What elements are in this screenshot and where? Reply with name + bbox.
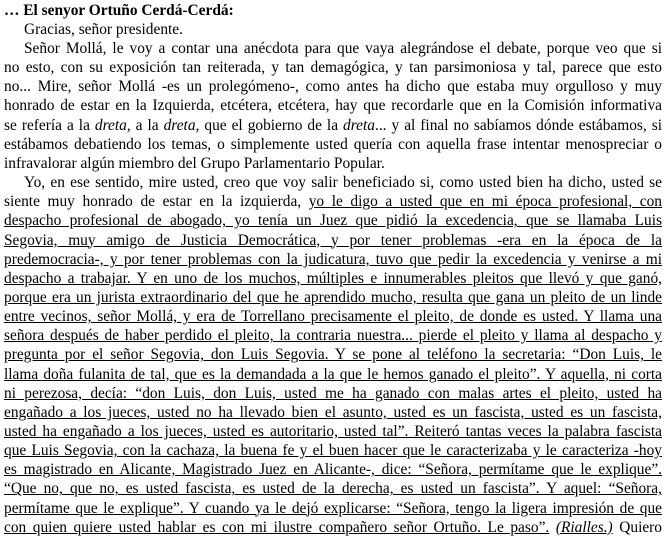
text-line — [4, 422, 662, 441]
text-line — [4, 58, 662, 77]
text-run: estábamos debatiendo los temas, o simplemente usted quería con aquella frase intentar menospreciar o — [4, 135, 662, 153]
text-run: pregunta por el señor Segovia, don Luis Segovia. Y se pone al teléfono la secretaria: “Don Luis, le — [4, 346, 662, 364]
text-line — [4, 365, 662, 384]
text-line — [4, 77, 662, 96]
text-run: Y en uno de los muchos, múltiples e innumerables pleitos que llevó y que ganó, — [130, 269, 662, 287]
text-run: no... Mire, señor Mollá -es un prolegómeno-, como antes ha dicho que estaba muy orgulloso y muy — [4, 78, 662, 96]
text-line — [4, 326, 662, 345]
text-run: “Que no, que no, es usted fascista, es usted de la derecha, es usted un fascista”. Y aquel: “Señora, — [4, 480, 662, 498]
text-run: honrado de estar en la Izquierda, etcétera, etcétera, hay que recordarle que en la Comisión informativa — [4, 97, 662, 115]
text-line — [4, 96, 662, 115]
text-run: porque era un jurista extraordinario del que he aprendido mucho, resulta que gana un pleito de un linde — [4, 288, 662, 306]
greeting-line: Gracias, señor presidente. — [24, 21, 183, 38]
text-line — [4, 192, 662, 211]
text-run: llama doña fulanita de tal, que es la demandada a la que le hemos ganado el pleito”. Y aquella, ni corta — [4, 365, 662, 383]
text-line — [4, 231, 662, 250]
text-run: no esto, con su exposición tan reiterada, y tan demagógica, y tan parsimoniosa y tal, parece que esto — [4, 59, 662, 77]
text-line — [4, 211, 662, 230]
text-run: permítame que le explique”. Y cuando ya le dejó explicarse: “Señora, tengo la ligera impresión de que — [4, 499, 662, 517]
text-run: con quien quiere usted hablar es con mi ilustre compañero señor Ortuño. Le paso”. — [4, 518, 550, 536]
text-run: ... y al final no sabíamos dónde estábamos, si — [374, 116, 663, 134]
text-line — [4, 288, 662, 307]
text-run: que Luis Segovia, con la cachaza, la buena fe y el buen hacer que le caracterizaba y le caracteriza -hoy — [4, 442, 662, 460]
text-run: engañado a los jueces, usted no ha llevado bien el asunto, usted es un fascista, usted es un fascista, — [4, 403, 662, 421]
text-run: infravalorar algún miembro del Grupo Parlamentario Popular. — [4, 154, 385, 172]
text-line — [4, 345, 662, 364]
text-line — [4, 403, 662, 422]
text-run: Señor Mollá, le voy a contar una anécdota para que vaya alegrándose el debate, porque veo que si — [24, 40, 662, 57]
text-run: despacho profesional de abogado, yo tenía un Juez que pidió la excedencia, que se llamaba Luis — [4, 212, 662, 230]
text-line — [4, 154, 662, 173]
speaker-heading: … El senyor Ortuño Cerdá-Cerdá: — [4, 2, 234, 19]
text-run: es magistrado en Alicante, Magistrado Juez en Alicante-, dice: “Señora, permítame que le explique”. — [4, 461, 662, 479]
text-line — [24, 173, 662, 192]
text-run: entre vecinos, señor Mollá, y era de Torrellano precisamente el pleito, de donde es usted. Y llama una — [4, 308, 662, 326]
text-run: dreta, — [163, 116, 200, 134]
text-run: siente muy honrado de estar en la izquierda, — [4, 193, 309, 211]
text-line — [4, 250, 662, 269]
text-line — [4, 116, 662, 135]
text-run: ni perezosa, decía: “don Luis, don Luis, usted me ha ganado con malas artes el pleito, usted ha — [4, 384, 662, 402]
text-run: señora después de haber perdido el pleito, la contraria nuestra... pierde el pleito y llama al despacho y — [4, 327, 662, 345]
text-line — [4, 441, 662, 460]
text-run — [549, 519, 556, 536]
text-run: (Rialles.) — [555, 518, 613, 536]
text-run: despacho a trabajar. — [4, 269, 131, 287]
text-run: usted ha engañado a los jueces, usted es autoritario, usted tal”. Reiteró tantas veces la palabra fascista — [4, 423, 662, 440]
text-run: dreta — [343, 116, 375, 134]
text-line — [4, 518, 662, 537]
text-run: a la — [130, 116, 164, 134]
text-run: Quiero — [612, 518, 662, 536]
text-line — [4, 307, 662, 326]
text-run: Yo, en ese sentido, mire usted, creo que voy salir beneficiado si, como usted bien ha dicho, usted se — [24, 174, 662, 192]
text-line — [4, 479, 662, 498]
text-run: yo le digo a usted que en mi época profesional, con — [308, 193, 662, 211]
text-run: dreta, — [94, 116, 131, 134]
text-line — [4, 499, 662, 518]
text-line — [4, 269, 662, 288]
text-run: predemocracia-, y por tener problemas con la judicatura, tuvo que pedir la excedencia y venirse a mi — [4, 250, 662, 268]
text-line — [24, 39, 662, 58]
text-run: que el gobierno de la — [199, 116, 344, 134]
text-line — [4, 135, 662, 154]
text-run: Segovia, muy amigo de Justicia Democrática, y por tener problemas -era en la época de la — [4, 231, 662, 249]
text-run: se refería a la — [4, 116, 95, 134]
text-line — [4, 384, 662, 403]
text-line — [4, 460, 662, 479]
